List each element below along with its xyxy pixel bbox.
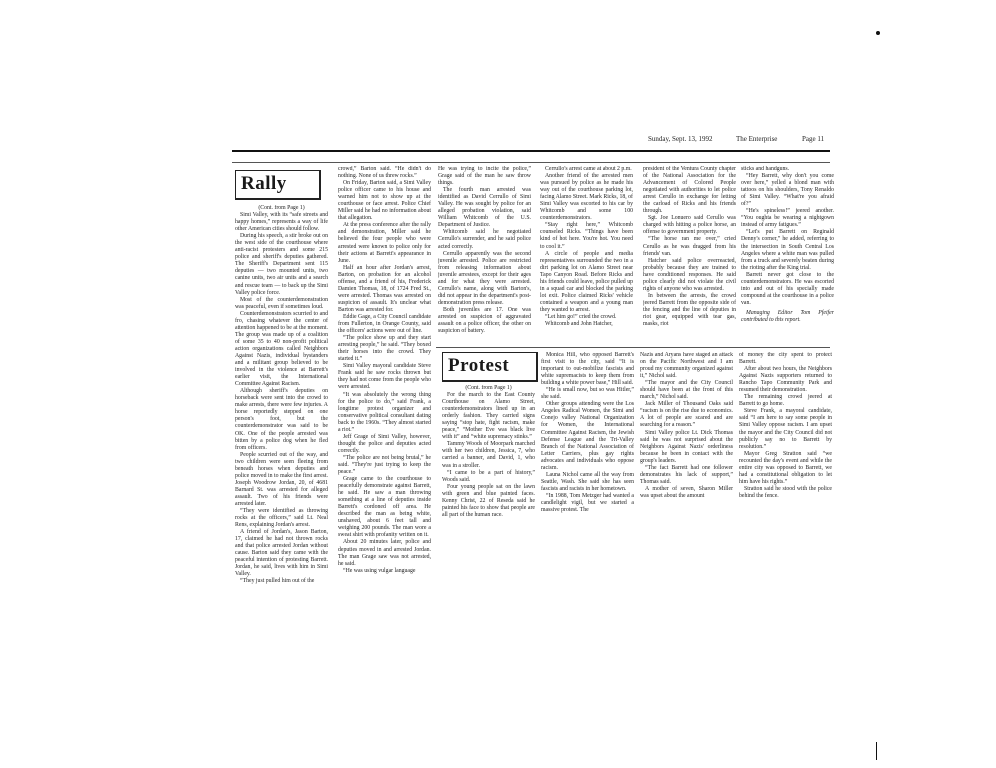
article-paragraph: “The fact Barrett had one follower demonstrates his lack of support,” Thomas said. bbox=[640, 464, 733, 485]
article-paragraph: “The mayor and the City Council should have been at the front of this march,” Nichol said. bbox=[640, 380, 733, 401]
article-paragraph: “The horse ran me over,” cried Cerullo as he was dragged from his friends' van. bbox=[643, 236, 736, 257]
page-number: Page 11 bbox=[802, 135, 825, 143]
article-paragraph: Whitcomb and John Hatcher, bbox=[545, 321, 613, 328]
rally-headline: Rally bbox=[235, 170, 321, 200]
rally-column-3 bbox=[438, 166, 531, 344]
article-paragraph: “Stay right here,” Whitcomb counseled Ricks. “Things have been kind of hot here. You're hot. You need to cool it.” bbox=[540, 222, 633, 250]
article-paragraph: Nazis and Aryans have staged an attack on the Pacific Northwest and I am proud my community organized against it,” Nichol said. bbox=[640, 352, 733, 380]
article-paragraph: Barrett never got close to the counterdemonstrators. He was escorted into and out of his specially made compound at the courthouse in a police van. bbox=[741, 271, 834, 306]
article-paragraph: Tammy Woods of Moorpark marched with her two children, Jessica, 7, who carried a banner, and David, 1, who was in a stroller. bbox=[442, 441, 535, 469]
continuation-note: (Cont. from Page 1) bbox=[465, 385, 512, 391]
article-paragraph: “Let him go!” cried the crowd. bbox=[545, 313, 617, 320]
article-paragraph: sticks and handguns. bbox=[741, 166, 790, 172]
protest-headline: Protest bbox=[442, 352, 538, 382]
article-paragraph: Sgt. Joe Lonuero said Cerullo was charged with hitting a police horse, an offense to government property. bbox=[643, 215, 736, 236]
article-paragraph: of money the city spent to protect Barrett. bbox=[739, 352, 832, 366]
article-paragraph: “In 1988, Tom Metzger had wanted a candlelight vigil, but we started a massive protest. The bbox=[541, 492, 634, 514]
scan-line bbox=[876, 742, 877, 760]
protest-divider bbox=[436, 347, 830, 348]
article-paragraph: Grage came to the courthouse to peacefully demonstrate against Barrett, he said. He saw a man throwing something at a line of deputies inside Barrett's cordoned off area. He described the man as being white, unshaved, about 6 feet tall and weighing 200 pounds. The man wore a sweat shirt with profanity written on it. bbox=[338, 476, 431, 539]
article-paragraph: “He is small now, but so was Hitler,” she said. bbox=[541, 387, 634, 401]
protest-column-1 bbox=[442, 385, 535, 535]
rally-column-2 bbox=[338, 166, 431, 618]
article-paragraph: Half an hour after Jordan's arrest, Barton, on probation for an alcohol offense, and a friend of his, Frederick Damien Thomas, 18, of 1724 Fred St., were arrested. Thomas was arrested on suspicion of assault. It's unclear what Barton was arrested for. bbox=[338, 264, 431, 313]
contributor-credit: Managing Editor Tom Pfeifer contributed to this report. bbox=[741, 309, 834, 323]
article-paragraph: Eddie Gage, a City Council candidate from Fullerton, in Orange County, said the officers' actions were out of line. bbox=[338, 313, 431, 335]
article-paragraph: Cerrullo's arrest came at about 2 p.m. bbox=[545, 166, 632, 172]
article-paragraph: A circle of people and media representatives surrounded the two in a dirt parking lot on Alamo Street near Tapo Canyon Road. Before Ricks and his friends could leave, police pulled up in a squad car and blocked the parking lot exit. Police claimed Ricks' vehicle contained a weapon and a young man they wanted to arrest. bbox=[540, 250, 633, 313]
article-paragraph: “The police show up and they start arresting people,” he said. “They boxed their horses into the crowd. They started it.” bbox=[338, 335, 431, 363]
rally-column-4 bbox=[540, 166, 633, 344]
article-paragraph: Simi Valley, with its “safe streets and happy homes,” represents a way of life other American cities should follow. bbox=[235, 212, 328, 233]
section-rule bbox=[232, 162, 830, 163]
article-paragraph: Four young people sat on the lawn with green and blue painted faces. Kenny Christ, 22 of Reseda said he painted his face to show that people are all part of the human race. bbox=[442, 483, 535, 518]
article-paragraph: crowd,” Barton said. “He didn't do nothing. None of us threw rocks.” bbox=[338, 166, 431, 180]
scan-speck bbox=[876, 31, 880, 35]
article-paragraph: Steve Frank, a mayoral candidate, said “I am here to say some people in Simi Valley oppose racism. I am upset the mayor and the City Council did not publicly say no to Barrett by resolution.” bbox=[739, 408, 832, 450]
protest-column-3 bbox=[640, 352, 733, 537]
article-paragraph: A mother of seven, Sharon Miller was upset about the amount bbox=[640, 485, 733, 499]
article-paragraph: “The police are not being brutal,” he said. “They're just trying to keep the peace.” bbox=[338, 454, 431, 476]
rally-column-5 bbox=[643, 166, 736, 344]
article-paragraph: During his speech, a stir broke out on the west side of the courthouse where anti-racist protesters and some 215 police and sheriff's deputies gathered. The Sheriff's Department sent 115 deputies — two mounted units, two canine units, two air units and a search and rescue team — to back up the Simi Valley police force. bbox=[235, 233, 328, 296]
rally-column-6 bbox=[741, 166, 834, 344]
article-paragraph: Jeff Grage of Simi Valley, however, thought the police and deputies acted correctly. bbox=[338, 433, 431, 454]
article-paragraph: Simi Valley police Lt. Dick Thomas said he was not surprised about the Neighbors Against Nazis' orderliness because he been in contact with the group's leaders. bbox=[640, 429, 733, 464]
article-paragraph: “Let's put Barrett on Reginald Denny's corner,” he added, referring to the intersection in South Central Los Angeles where a white man was pulled from a truck and severely beaten during the rioting after the King trial. bbox=[741, 229, 834, 271]
article-paragraph: The fourth man arrested was identified as David Cerrullo of Simi Valley. He was sought by police for an alleged probation violation, said William Whitcomb of the U.S. Department of Justice. bbox=[438, 187, 531, 229]
article-paragraph: Monica Hill, who opposed Barrett's first visit to the city, said “It is important to out-mobilize fascists and white supremacists to keep them from building a white power base,” Hill said. bbox=[541, 352, 634, 387]
article-paragraph: Another friend of the arrested men was pursued by police as he made his way out of the courthouse parking lot, facing Alamo Street. Mark Ricks, 18, of Simi Valley was escorted to his car by Whitcomb and some 100 counterdemonstrators. bbox=[540, 173, 633, 222]
protest-column-2 bbox=[541, 352, 634, 537]
article-paragraph: A friend of Jordan's, Jason Barton, 17, claimed he had not thrown rocks and that police arrested Jordan without cause. Barton said they came with the peaceful intention of protesting Barrett. Jordan, he said, lives with him in Simi Valley. bbox=[235, 529, 328, 578]
article-paragraph: “They were identified as throwing rocks at the officers,” said Lt. Neal Rens, explaining Jordan's arrest. bbox=[235, 508, 328, 529]
article-paragraph: Hatcher said police overreacted, probably because they are trained to have conditioned responses. He said police clearly did not violate the civil rights of anyone who was arrested. bbox=[643, 257, 736, 292]
article-paragraph: “It was absolutely the wrong thing for the police to do,” said Frank, a longtime protest organizer and conservative political consultant dating back to the 1960s. “They almost started a riot.” bbox=[338, 391, 431, 433]
article-paragraph: The remaining crowd jeered at Barrett to go home. bbox=[739, 394, 832, 408]
continuation-note: (Cont. from Page 1) bbox=[258, 205, 305, 211]
article-paragraph: Counterdemonstrators scurried to and fro, chasing whatever the center of attention happened to be at the moment. The group was made up of a coalition of some 35 to 40 non-profit political action organizations called Neighbors Against Nazis, individual bystanders and a militant group believed to be involved in the violence at Barrett's earlier visit, the International Committee Against Racism. bbox=[235, 310, 328, 388]
article-paragraph: Most of the counterdemonstration was peaceful, even if sometimes loud. bbox=[235, 296, 328, 310]
article-paragraph: Both juveniles are 17. One was arrested on suspicion of aggravated assault on a police officer, the other on suspicion of battery. bbox=[438, 306, 531, 335]
newspaper-name: The Enterprise bbox=[736, 135, 778, 143]
article-paragraph: “Hey Barrett, why don't you come over here,” yelled a blond man with tattoos on his shoulders, Tony Renaldo of Simi Valley. “What're you afraid of?” bbox=[741, 173, 834, 208]
article-paragraph: Mayor Greg Stratton said “we recounted the day's event and while the entire city was opposed to Barrett, we had a constitutional obligation to let him have his rights.” bbox=[739, 450, 832, 485]
article-paragraph: In between the arrests, the crowd jeered Barrett from the opposite side of the fencing and the line of deputies in riot gear, equipped with tear gas, masks, riot bbox=[643, 292, 736, 328]
article-paragraph: “He's spineless!” jeered another. “You oughta be wearing a nightgown instead of army fatigues.” bbox=[741, 208, 834, 229]
article-paragraph: People scurried out of the way, and two children were seen fleeing from beneath horses when deputies and police moved in to make the first arrest. Joseph Woodrow Jordan, 20, of 4681 Barnard St. was arrested for alleged assault. Two of his friends were arrested later. bbox=[235, 451, 328, 507]
rally-column-1 bbox=[235, 205, 328, 617]
article-paragraph: For the march to the East County Courthouse on Alamo Street, counterdemonstrators lined up in an orderly fashion. They carried signs saying “stop hate, fight racism, make peace,” “Mother Eve was black live with it” and “white supremacy stinks.” bbox=[442, 392, 535, 441]
article-paragraph: “They just pulled him out of the bbox=[240, 578, 315, 585]
article-paragraph: president of the Ventura County chapter of the National Association for the Advancement of Colored People negotiated with authorities to let police arrest Cerullo in exchange for letting the carload of Ricks and his friends through. bbox=[643, 166, 736, 215]
article-paragraph: On Friday, Barton said, a Simi Valley police officer came to his house and warned him not to show up at the courthouse or face arrest. Police Chief Miller said he had no information about that allegation. bbox=[338, 180, 431, 222]
article-paragraph: Cerrullo apparently was the second juvenile arrested. Police are restricted from releasing information about juvenile arrestees, except for their ages and for what they were arrested. Cerrullo's name, along with Barton's, did not appear in the department's post-demonstration press release. bbox=[438, 250, 531, 306]
article-paragraph: Jack Miller of Thousand Oaks said “racism is on the rise due to economics. A lot of people are scared and are searching for a reason.” bbox=[640, 401, 733, 429]
article-paragraph: Simi Valley mayoral candidate Steve Frank said he saw rocks thrown but they had not come from the people who were arrested. bbox=[338, 363, 431, 391]
article-paragraph: Launa Nichol came all the way from Seattle, Wash. She said she has seen fascists and racists in her hometown. bbox=[541, 471, 634, 492]
masthead-rule bbox=[232, 150, 830, 152]
article-paragraph: He was trying to incite the police,” Grage said of the man he saw throw things. bbox=[438, 166, 531, 187]
article-paragraph: Although sheriff's deputies on horseback were sent into the crowd to make arrests, there were few injuries. A horse reportedly stepped on one person's foot, but the counterdemonstrator was said to be OK. One of the people arrested was bitten by a police dog when he fled from officers. bbox=[235, 388, 328, 451]
article-paragraph: “He was using vulgar language bbox=[343, 567, 416, 574]
issue-date: Sunday, Sept. 13, 1992 bbox=[648, 135, 713, 143]
article-paragraph: Stratton said he stood with the police behind the fence. bbox=[739, 485, 832, 499]
article-paragraph: About 20 minutes later, police and deputies moved in and arrested Jordan. The man Grage saw was not arrested, he said. bbox=[338, 539, 431, 567]
protest-column-4 bbox=[739, 352, 832, 537]
article-paragraph: “I came to be a part of history,” Woods said. bbox=[442, 469, 535, 483]
article-paragraph: After about two hours, the Neighbors Against Nazis supporters returned to Rancho Tapo Community Park and resumed their demonstration. bbox=[739, 366, 832, 394]
article-paragraph: Whitcomb said he negotiated Cerrullo's surrender, and he said police acted correctly. bbox=[438, 229, 531, 250]
article-paragraph: At the press conference after the rally and demonstration, Miller said he believed the four people who were arrested were known to police only for their actions at Barrett's appearance in June. bbox=[338, 222, 431, 264]
article-paragraph: Other groups attending were the Los Angeles Radical Women, the Simi and Conejo valley National Organization for Women, the International Committee Against Racism, the Jewish Defense League and the Tri-Valley Branch of the National Association of Letter Carriers, plus gay rights advocates and individuals who oppose racism. bbox=[541, 401, 634, 471]
